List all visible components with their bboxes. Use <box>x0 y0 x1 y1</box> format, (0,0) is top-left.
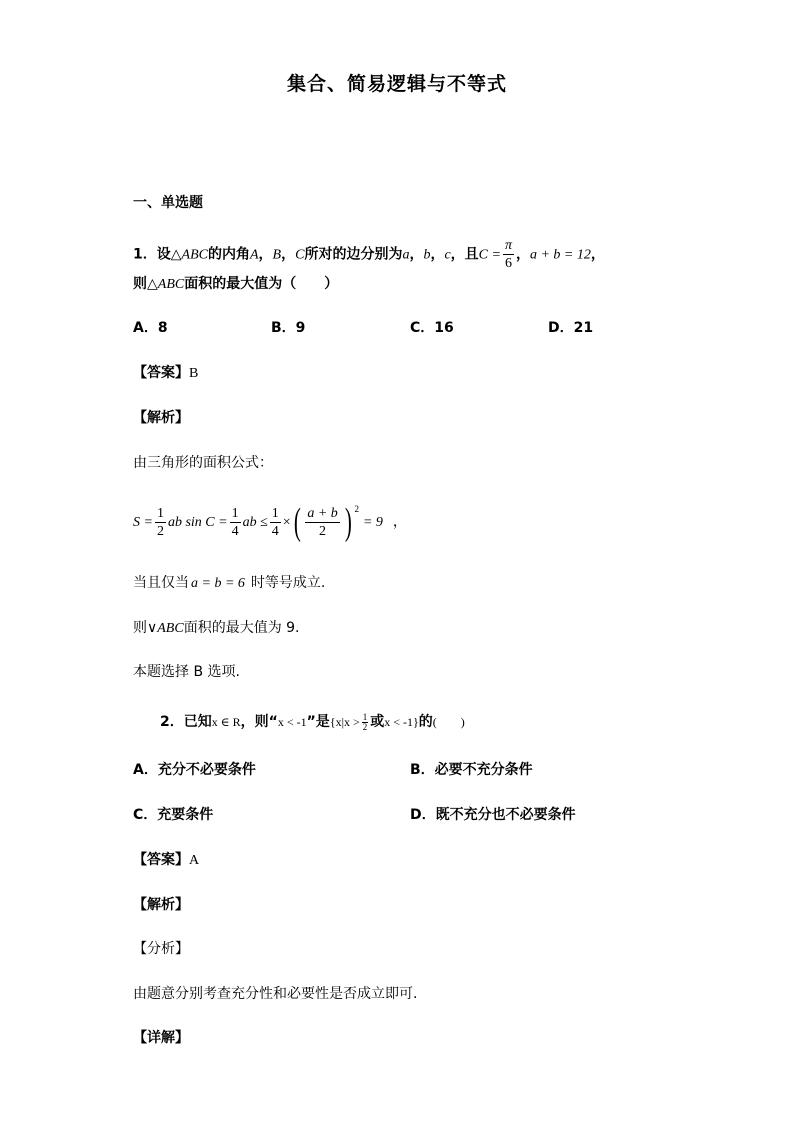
page-title: 集合、简易逻辑与不等式 <box>286 73 507 95</box>
q2-option-d[interactable]: D．既不充分也不必要条件 <box>410 807 576 823</box>
q2-option-b[interactable]: B．必要不充分条件 <box>410 762 533 778</box>
q1-area-formula: S = $\frac{1}{2}$ ab sin C = $\frac{1}{4}$ ab ≤ $\frac{1}{4}$ ×( $\frac{a + b}{2}$ ) $^2$= 9 ， <box>133 501 407 543</box>
q2-detail-label: 【详解】 <box>133 1030 189 1046</box>
q1-option-b[interactable]: B．9 <box>271 320 306 336</box>
q2-analysis-label: 【解析】 <box>133 897 189 913</box>
question-1-line-2: 则△ABC面积的最大值为（ ） <box>133 276 339 292</box>
question-2-line-1: 2．已知x ∈ R，则“x < -1”是{x|x > $\frac{1}{2}$ 或x < -1}的( ) <box>160 711 465 732</box>
q2-option-c[interactable]: C．充要条件 <box>133 807 214 823</box>
question-number: 1． <box>133 246 157 263</box>
q1-solution-line-3: 当且仅当 a = b = 6 时等号成立. <box>133 575 326 591</box>
q1-solution-line-4: 则∨ABC面积的最大值为 9. <box>133 620 300 636</box>
q1-option-a[interactable]: A．8 <box>133 320 168 336</box>
left-paren: ( <box>293 501 301 543</box>
section-heading: 一、单选题 <box>133 195 203 211</box>
q1-option-d[interactable]: D．21 <box>548 320 594 336</box>
q1-solution-line-5: 本题选择 B 选项. <box>133 664 240 680</box>
q1-answer: 【答案】B <box>133 365 199 381</box>
q2-option-a[interactable]: A．充分不必要条件 <box>133 762 256 778</box>
q2-fenxi-text: 由题意分别考查充分性和必要性是否成立即可. <box>133 986 418 1002</box>
pi-over-six-fraction: $\frac{\pi}{6}$ <box>504 238 512 271</box>
q1-option-c[interactable]: C．16 <box>410 320 454 336</box>
q1-solution-line-1: 由三角形的面积公式： <box>133 455 273 471</box>
q2-answer: 【答案】A <box>133 852 200 868</box>
question-1-line-1: 1．设△ABC的内角A，B，C所对的边分别为a，b，c，且C = $\frac{\pi}{6}$ ，a + b = 12， <box>133 238 605 271</box>
question-number: 2． <box>160 714 184 730</box>
right-paren: ) <box>344 501 352 543</box>
q1-analysis-label: 【解析】 <box>133 410 189 426</box>
q2-fenxi-label: 【分析】 <box>133 941 189 957</box>
